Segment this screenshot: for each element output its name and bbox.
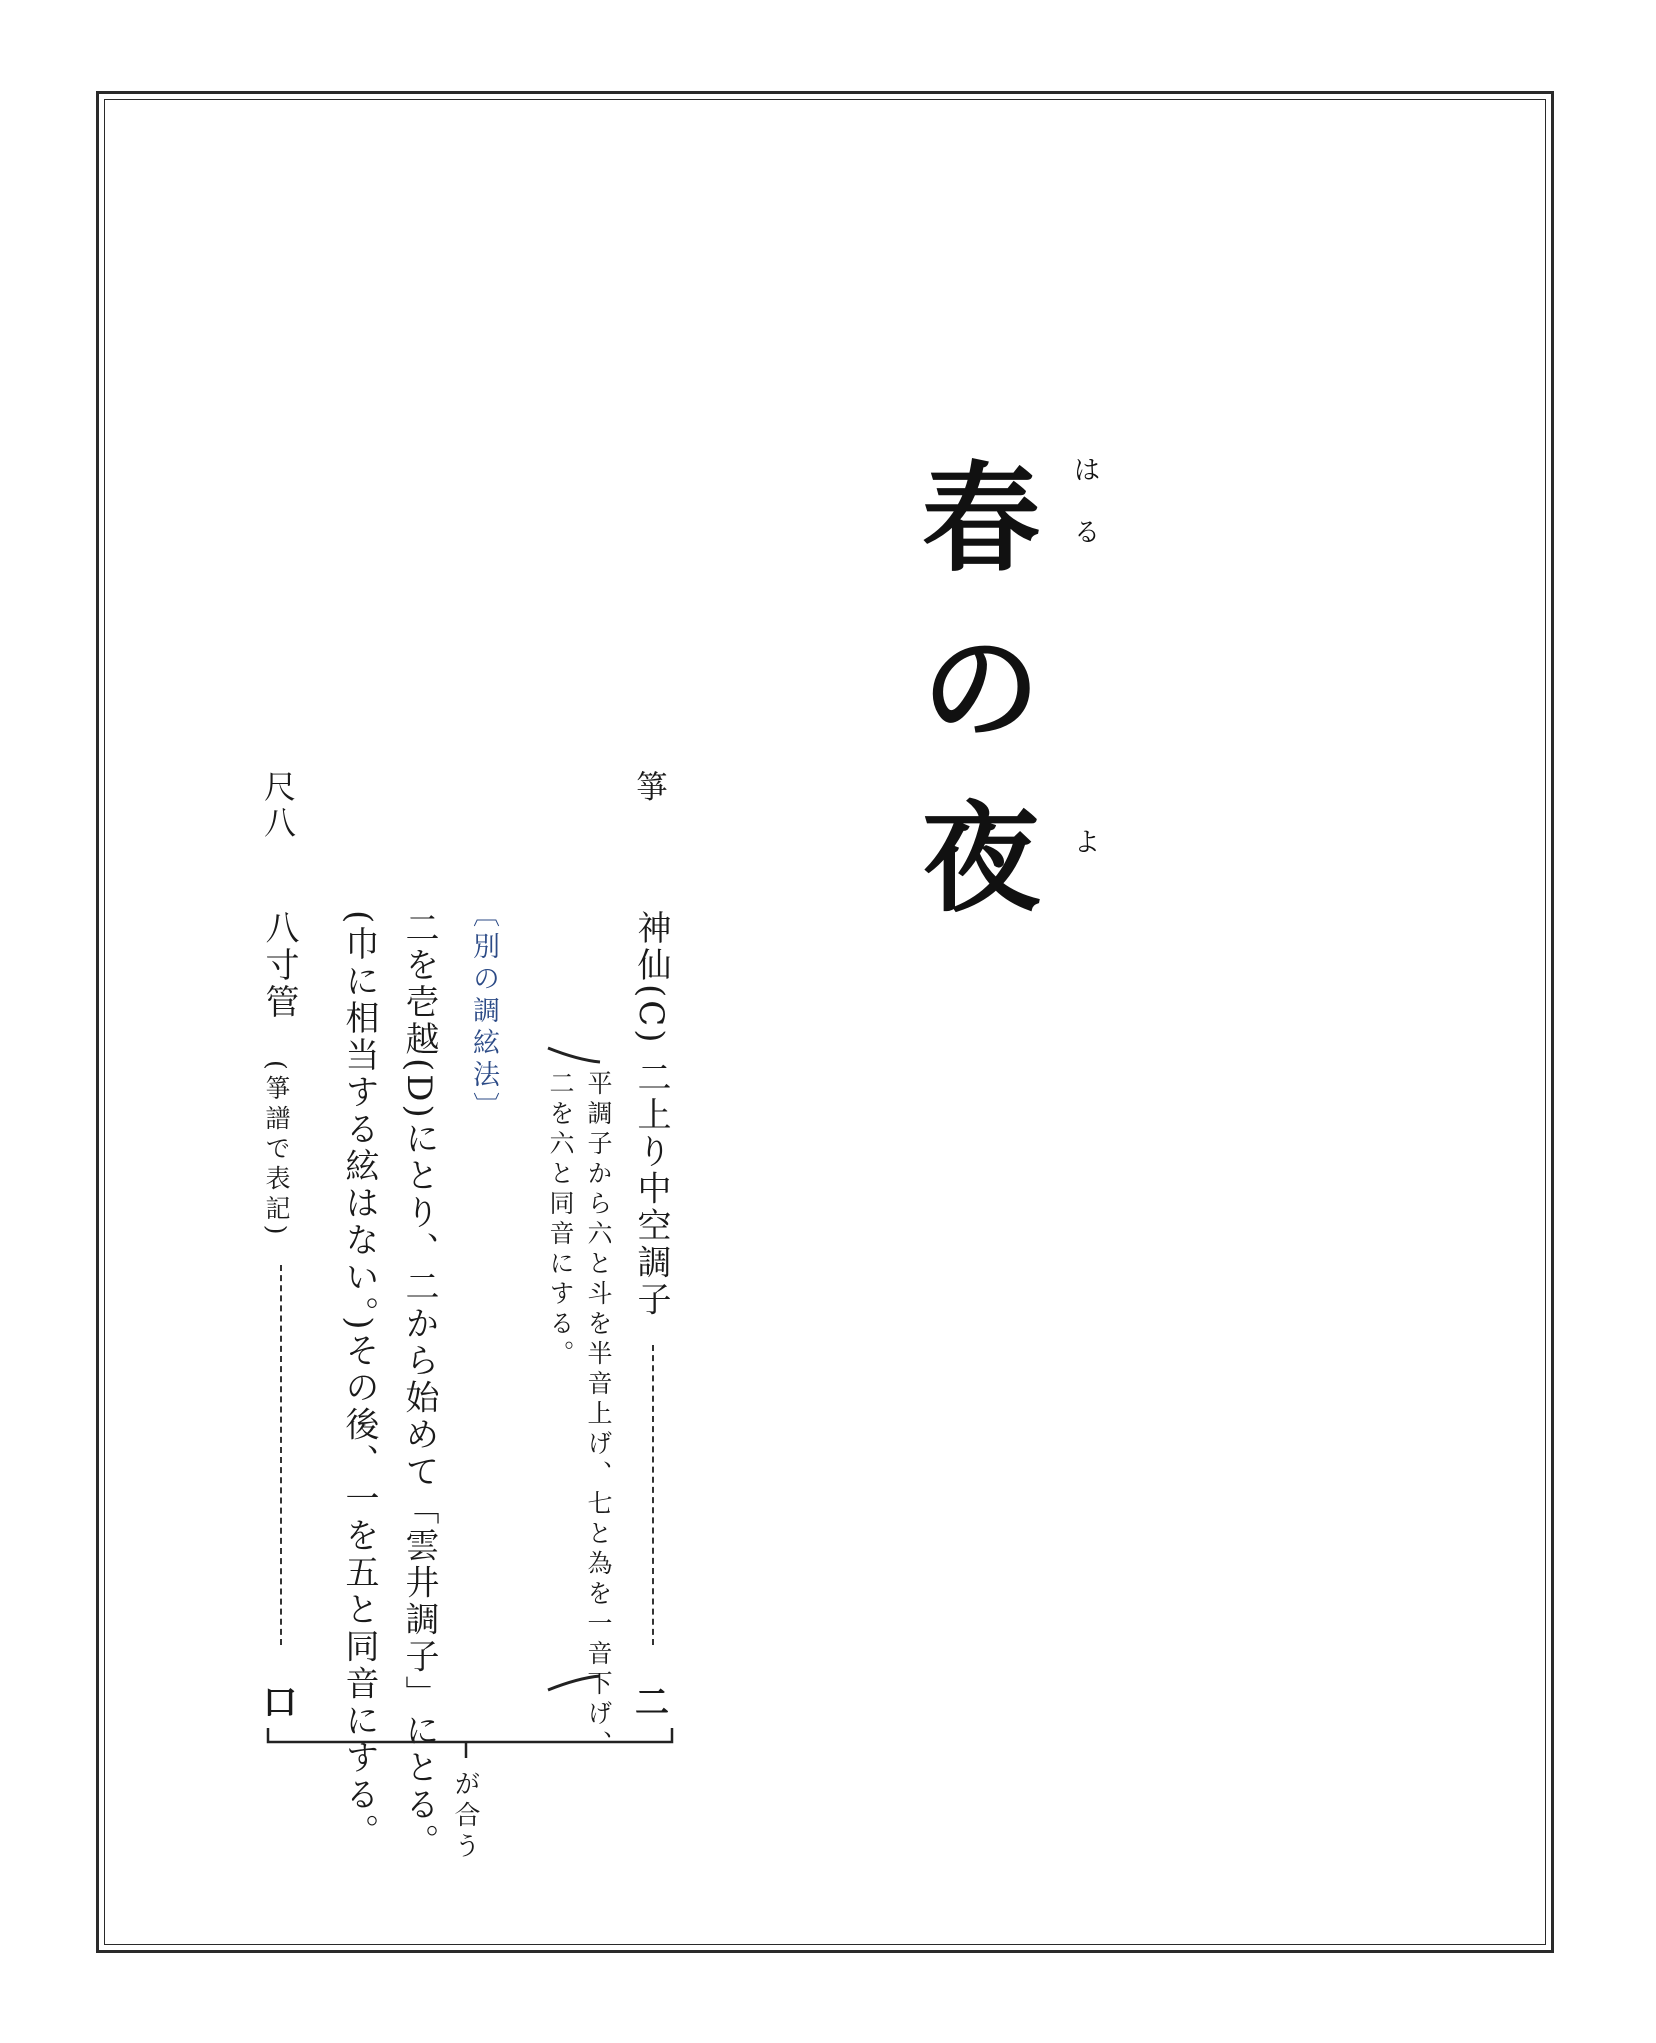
title-char-3: 夜 <box>922 789 1041 928</box>
title-ruby-2: る <box>1074 518 1101 548</box>
title-char-1: 春 <box>922 449 1041 588</box>
shakuhachi-pipe: 八寸管 <box>259 910 299 1021</box>
koto-note-line1: 平調子から六と斗を半音上げ、七と為を一音下げ、 <box>584 1070 613 1760</box>
koto-note-line2: 二を六と同音にする。 <box>546 1070 575 1370</box>
shakuhachi-end-marker: 口 <box>263 1683 297 1723</box>
alt-heading: 〔別の調絃法〕 <box>468 900 499 1124</box>
title-ruby-3: よ <box>1074 828 1101 858</box>
koto-label: 箏 <box>631 770 669 806</box>
alt-line1: 二を壱越(D)にとり、二から始めて「雲井調子」にとる。 <box>399 910 439 1861</box>
title-char-2: の <box>922 619 1041 758</box>
koto-tuning: 神仙(C) 二上り中空調子 <box>631 910 671 1319</box>
koto-end-marker: 二 <box>635 1683 669 1723</box>
title-ruby-1: は <box>1074 456 1101 486</box>
match-text: が合う <box>450 1770 480 1863</box>
alt-line2: (巾に相当する絃はない。)その後、一を五と同音にする。 <box>339 910 379 1851</box>
shakuhachi-pipe-note: (箏譜で表記) <box>262 1060 291 1240</box>
shakuhachi-label: 尺八 <box>259 770 297 842</box>
